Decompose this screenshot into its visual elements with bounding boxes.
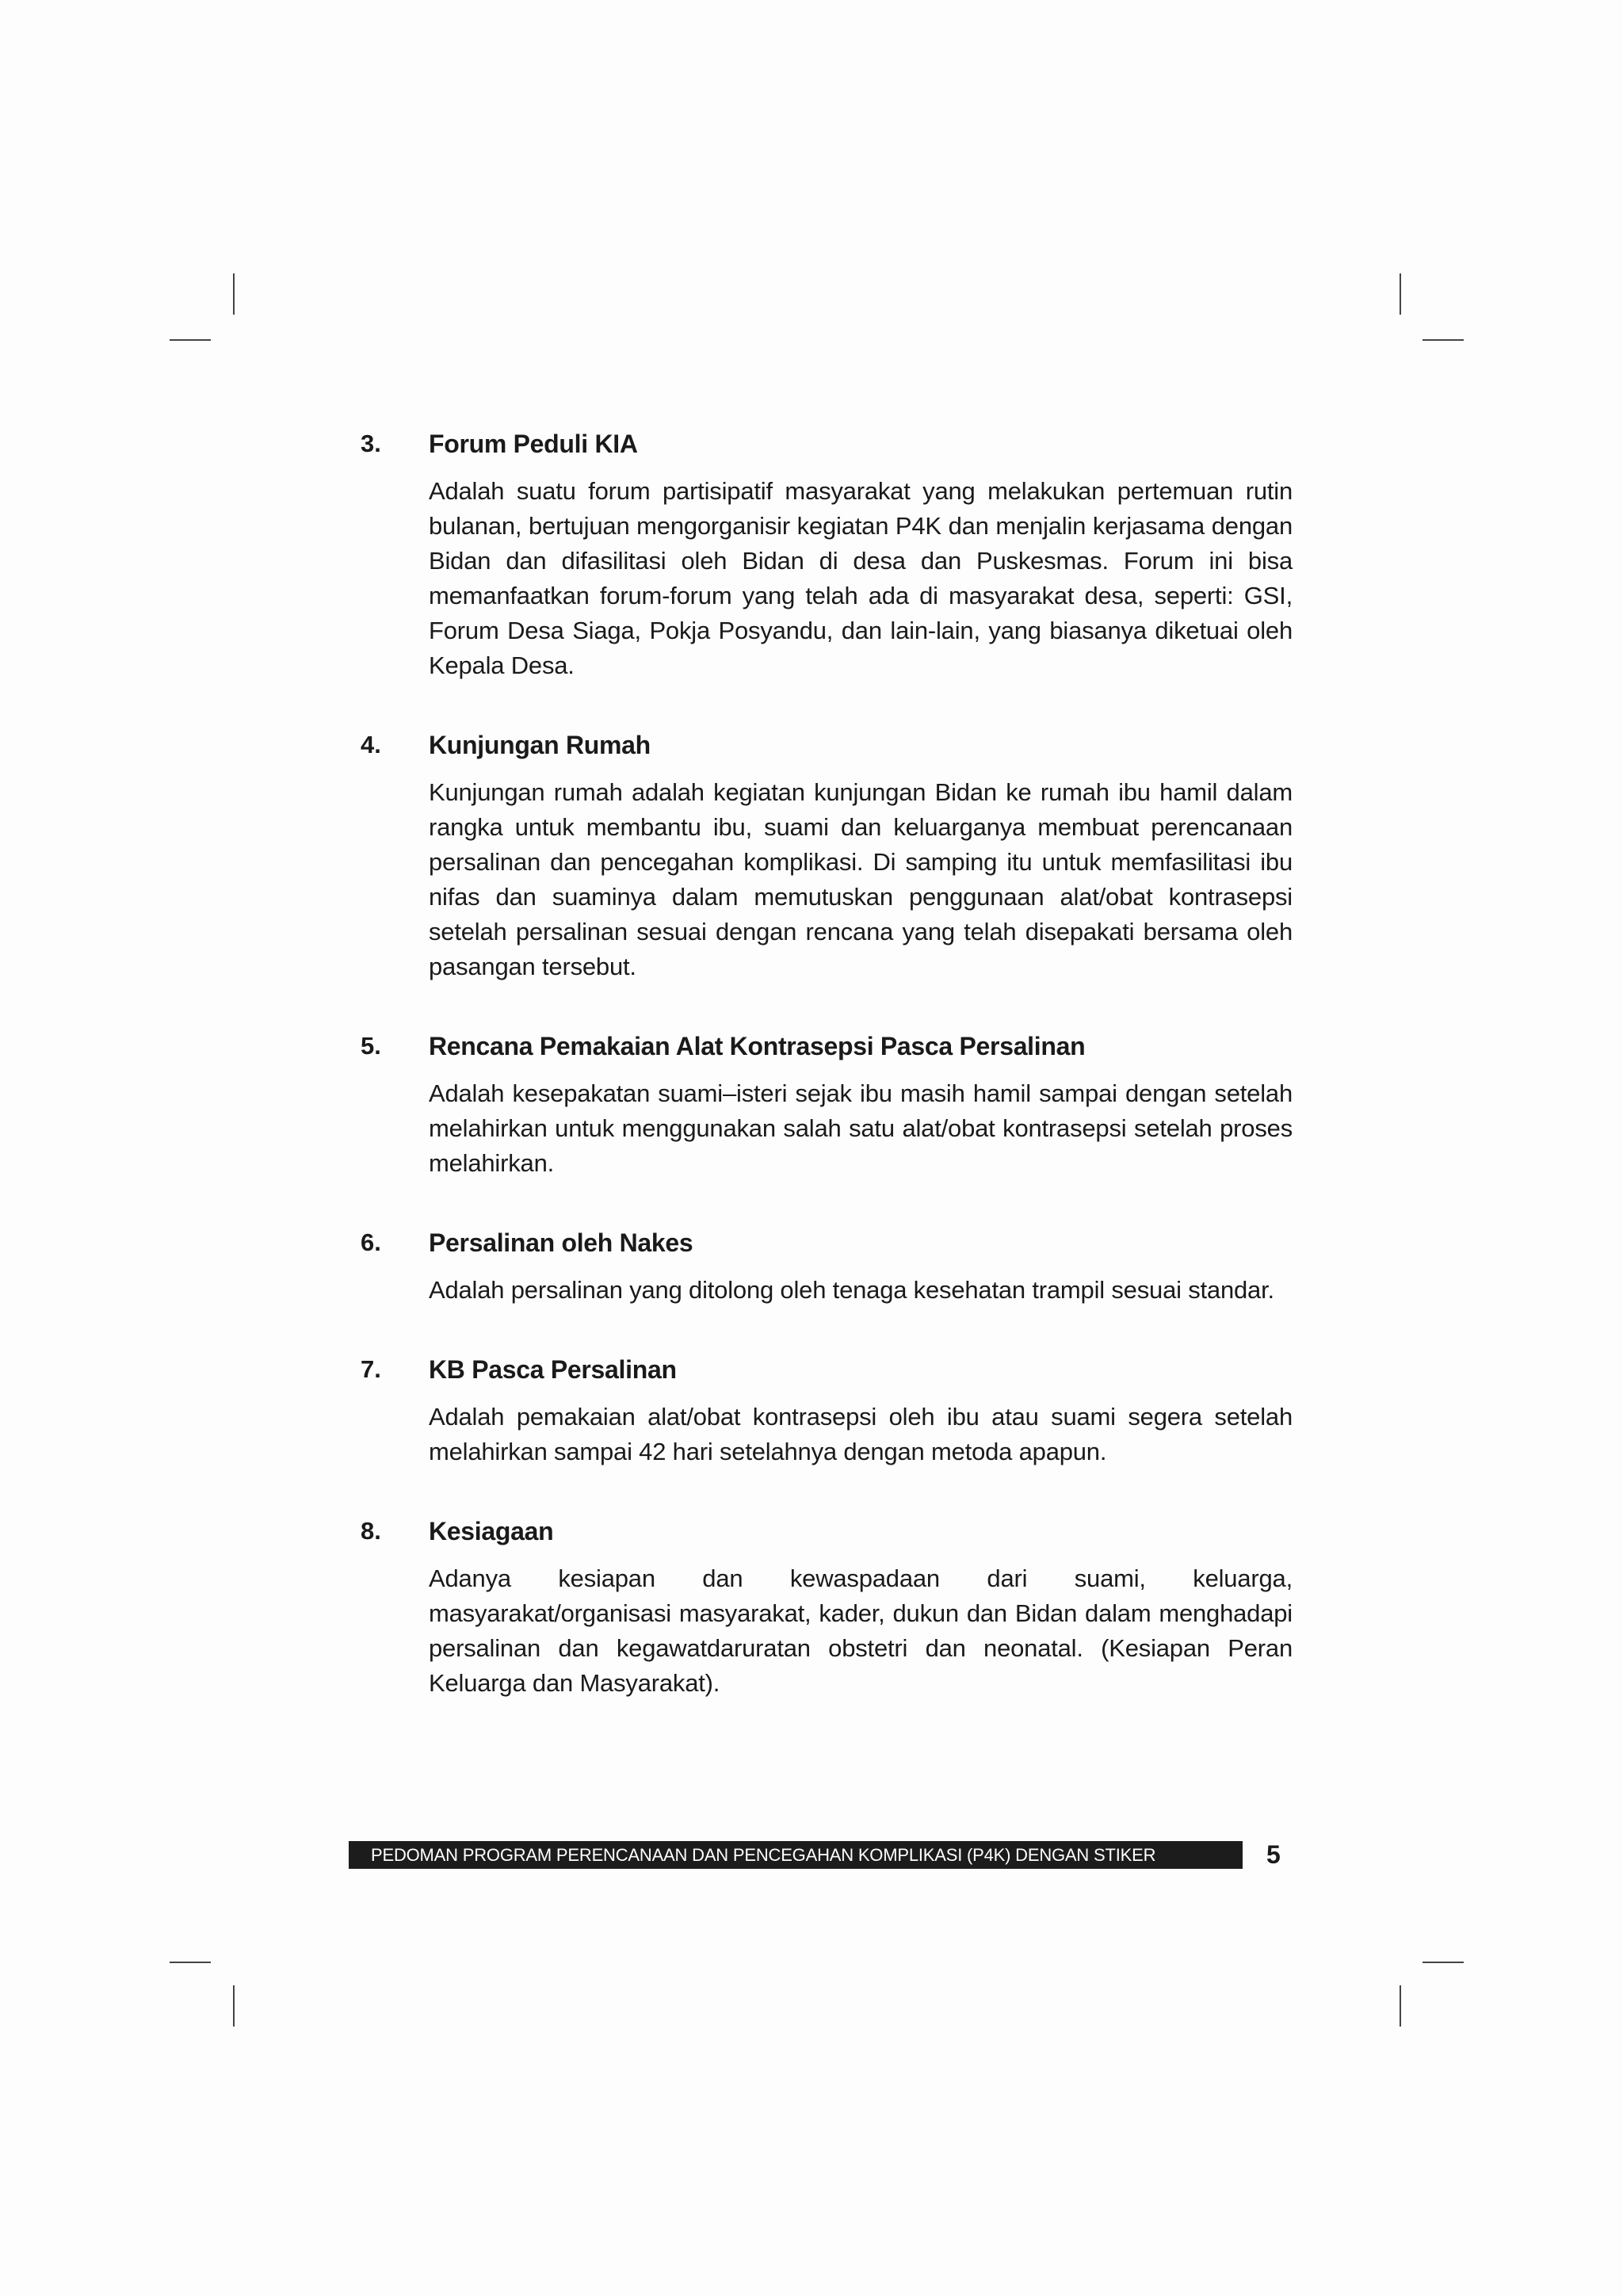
section-persalinan-oleh-nakes	[361, 1227, 1300, 1308]
document-content	[361, 428, 1300, 1747]
section-kb-pasca-persalinan	[361, 1354, 1300, 1469]
crop-mark-top-left-vertical	[233, 273, 235, 315]
section-body: Adalah pemakaian alat/obat kontrasepsi oleh ibu atau suami segera setelah melahirkan sampai 42 hari setelahnya dengan metoda apapun.	[429, 1403, 1293, 1465]
section-number: 7.	[361, 1355, 381, 1383]
footer-running-title: PEDOMAN PROGRAM PERENCANAAN DAN PENCEGAHAN KOMPLIKASI (P4K) DENGAN STIKER	[349, 1841, 1243, 1869]
section-number: 4.	[361, 731, 381, 758]
page-number: 5	[1266, 1840, 1281, 1869]
section-title: Rencana Pemakaian Alat Kontrasepsi Pasca Persalinan	[429, 1032, 1086, 1060]
section-body: Adalah persalinan yang ditolong oleh tenaga kesehatan trampil sesuai standar.	[429, 1276, 1274, 1304]
crop-mark-top-right-horizontal	[1423, 339, 1464, 341]
crop-mark-bottom-right-horizontal	[1423, 1962, 1464, 1963]
section-body: Adalah kesepakatan suami–isteri sejak ibu masih hamil sampai dengan setelah melahirkan untuk menggunakan salah satu alat/obat kontrasepsi setelah proses melahirkan.	[429, 1079, 1293, 1177]
section-body: Kunjungan rumah adalah kegiatan kunjungan Bidan ke rumah ibu hamil dalam rangka untuk membantu ibu, suami dan keluarganya membuat perencanaan persalinan dan pencegahan komplikasi. Di samping itu untuk memfasilitasi ibu nifas dan suaminya dalam memutuskan penggunaan alat/obat kontrasepsi setelah persalinan sesuai dengan rencana yang telah disepakati bersama oleh pasangan tersebut.	[429, 778, 1293, 980]
section-forum-peduli-kia	[361, 428, 1300, 683]
section-title: Forum Peduli KIA	[429, 430, 638, 458]
section-number: 5.	[361, 1032, 381, 1060]
crop-mark-top-left-horizontal	[170, 339, 211, 341]
section-number: 3.	[361, 430, 381, 457]
section-number: 8.	[361, 1517, 381, 1545]
section-title: KB Pasca Persalinan	[429, 1355, 677, 1384]
crop-mark-bottom-left-vertical	[233, 1985, 235, 2027]
section-number: 6.	[361, 1228, 381, 1256]
crop-mark-top-right-vertical	[1400, 273, 1401, 315]
crop-mark-bottom-right-vertical	[1400, 1985, 1401, 2027]
section-body: Adanya kesiapan dan kewaspadaan dari suami, keluarga, masyarakat/organisasi masyarakat, kader, dukun dan Bidan dalam menghadapi persalinan dan kegawatdaruratan obstetri dan neonatal. (Kesiapan Peran Keluarga dan Masyarakat).	[429, 1564, 1293, 1697]
section-title: Persalinan oleh Nakes	[429, 1228, 693, 1257]
crop-mark-bottom-left-horizontal	[170, 1962, 211, 1963]
section-title: Kunjungan Rumah	[429, 731, 651, 759]
section-body: Adalah suatu forum partisipatif masyarakat yang melakukan pertemuan rutin bulanan, bertujuan mengorganisir kegiatan P4K dan menjalin kerjasama dengan Bidan dan difasilitasi oleh Bidan di desa dan Puskesmas. Forum ini bisa memanfaatkan forum-forum yang telah ada di masyarakat desa, seperti: GSI, Forum Desa Siaga, Pokja Posyandu, dan lain-lain, yang biasanya diketuai oleh Kepala Desa.	[429, 477, 1293, 679]
section-kesiagaan	[361, 1515, 1300, 1701]
section-kunjungan-rumah	[361, 729, 1300, 984]
section-title: Kesiagaan	[429, 1517, 554, 1545]
section-rencana-pemakaian-alat-kontrasepsi	[361, 1030, 1300, 1181]
